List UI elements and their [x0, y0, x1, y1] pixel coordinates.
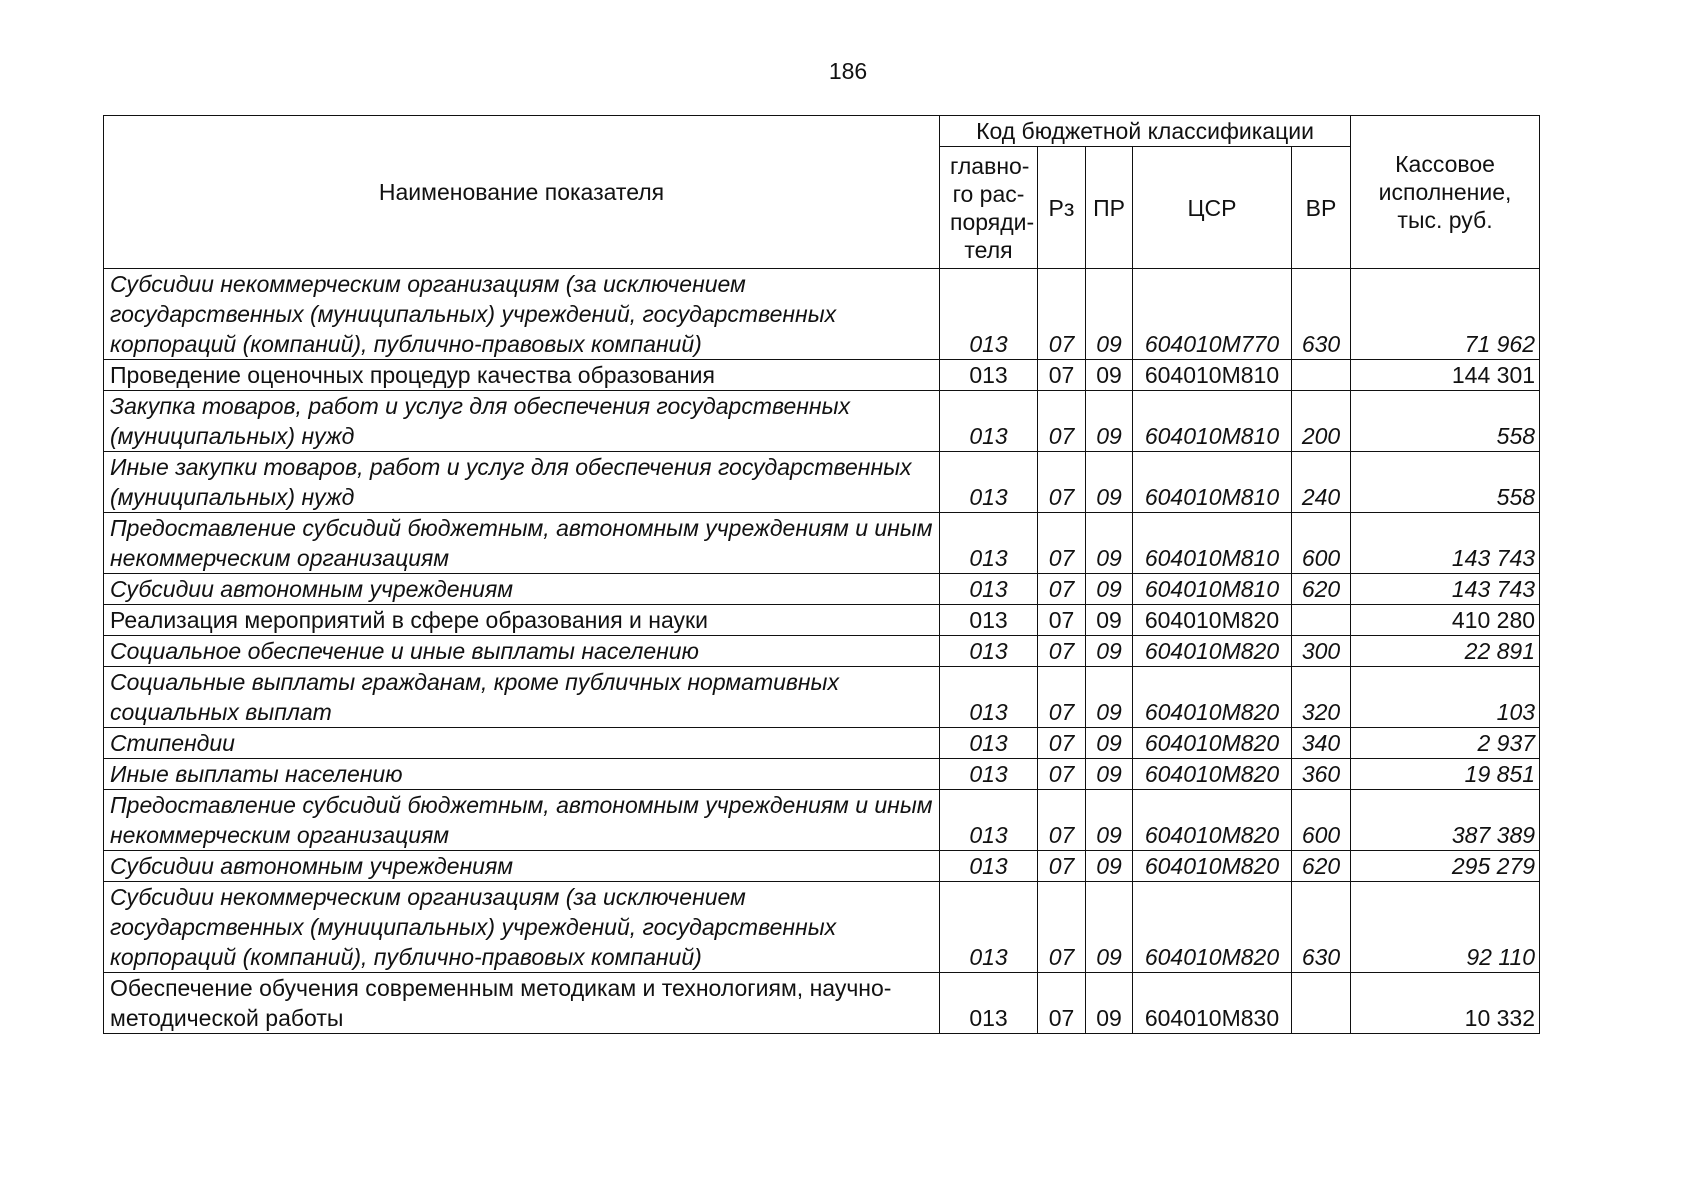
- row-manager-cell: 013: [940, 605, 1038, 636]
- row-name-cell: Субсидии автономным учреждениям: [104, 574, 940, 605]
- budget-table: [103, 115, 1540, 1034]
- row-vr-cell: 600: [1292, 790, 1351, 851]
- row-amount-cell: 143 743: [1351, 513, 1540, 574]
- row-manager-cell: 013: [940, 667, 1038, 728]
- row-rz-cell: 07: [1038, 574, 1086, 605]
- row-pr-cell: 09: [1086, 851, 1133, 882]
- table-row: [104, 759, 1540, 790]
- row-vr-cell: 620: [1292, 851, 1351, 882]
- row-vr-cell: [1292, 605, 1351, 636]
- table-row: [104, 851, 1540, 882]
- row-vr-cell: 600: [1292, 513, 1351, 574]
- table-row: [104, 973, 1540, 1034]
- row-amount-cell: 295 279: [1351, 851, 1540, 882]
- row-rz-cell: 07: [1038, 790, 1086, 851]
- row-amount-cell: 558: [1351, 452, 1540, 513]
- header-rz: Рз: [1038, 147, 1086, 269]
- row-pr-cell: 09: [1086, 790, 1133, 851]
- row-amount-cell: 22 891: [1351, 636, 1540, 667]
- table-row: [104, 391, 1540, 452]
- row-vr-cell: 360: [1292, 759, 1351, 790]
- table-row: [104, 882, 1540, 973]
- row-manager-cell: 013: [940, 391, 1038, 452]
- row-amount-cell: 387 389: [1351, 790, 1540, 851]
- row-amount-cell: 410 280: [1351, 605, 1540, 636]
- row-rz-cell: 07: [1038, 360, 1086, 391]
- row-name-cell: Реализация мероприятий в сфере образования и науки: [104, 605, 940, 636]
- row-name-cell: Иные выплаты населению: [104, 759, 940, 790]
- row-name-cell: Субсидии автономным учреждениям: [104, 851, 940, 882]
- row-name-cell: Закупка товаров, работ и услуг для обеспечения государственных (муниципальных) нужд: [104, 391, 940, 452]
- row-pr-cell: 09: [1086, 360, 1133, 391]
- header-pr: ПР: [1086, 147, 1133, 269]
- table-row: [104, 452, 1540, 513]
- row-csr-cell: 604010М820: [1133, 728, 1292, 759]
- row-csr-cell: 604010М810: [1133, 391, 1292, 452]
- row-rz-cell: 07: [1038, 605, 1086, 636]
- row-manager-cell: 013: [940, 513, 1038, 574]
- row-amount-cell: 10 332: [1351, 973, 1540, 1034]
- row-name-cell: Обеспечение обучения современным методикам и технологиям, научно-методической работы: [104, 973, 940, 1034]
- table-row: [104, 360, 1540, 391]
- row-manager-cell: 013: [940, 851, 1038, 882]
- row-csr-cell: 604010М830: [1133, 973, 1292, 1034]
- row-pr-cell: 09: [1086, 636, 1133, 667]
- row-csr-cell: 604010М820: [1133, 605, 1292, 636]
- header-amount: Кассовое исполнение, тыс. руб.: [1351, 116, 1540, 269]
- row-pr-cell: 09: [1086, 882, 1133, 973]
- row-csr-cell: 604010М820: [1133, 667, 1292, 728]
- row-name-cell: Социальное обеспечение и иные выплаты населению: [104, 636, 940, 667]
- table-body: [104, 269, 1540, 1034]
- row-rz-cell: 07: [1038, 728, 1086, 759]
- header-name: Наименование показателя: [104, 116, 940, 269]
- row-name-cell: Субсидии некоммерческим организациям (за исключением государственных (муниципальных) учреждений, государственных корпораций (компаний), публично-правовых компаний): [104, 269, 940, 360]
- row-vr-cell: [1292, 360, 1351, 391]
- row-pr-cell: 09: [1086, 391, 1133, 452]
- row-rz-cell: 07: [1038, 269, 1086, 360]
- row-amount-cell: 103: [1351, 667, 1540, 728]
- table-header: [104, 116, 1540, 269]
- row-csr-cell: 604010М820: [1133, 759, 1292, 790]
- row-csr-cell: 604010М810: [1133, 513, 1292, 574]
- table-row: [104, 728, 1540, 759]
- table-row: [104, 790, 1540, 851]
- row-name-cell: Предоставление субсидий бюджетным, автономным учреждениям и иным некоммерческим организациям: [104, 790, 940, 851]
- row-manager-cell: 013: [940, 790, 1038, 851]
- row-manager-cell: 013: [940, 882, 1038, 973]
- row-name-cell: Социальные выплаты гражданам, кроме публичных нормативных социальных выплат: [104, 667, 940, 728]
- page-number: 186: [828, 58, 868, 84]
- row-csr-cell: 604010М810: [1133, 360, 1292, 391]
- row-csr-cell: 604010М810: [1133, 574, 1292, 605]
- row-csr-cell: 604010М820: [1133, 851, 1292, 882]
- row-name-cell: Проведение оценочных процедур качества образования: [104, 360, 940, 391]
- row-pr-cell: 09: [1086, 667, 1133, 728]
- row-name-cell: Предоставление субсидий бюджетным, автономным учреждениям и иным некоммерческим организациям: [104, 513, 940, 574]
- row-rz-cell: 07: [1038, 882, 1086, 973]
- row-pr-cell: 09: [1086, 973, 1133, 1034]
- table-row: [104, 513, 1540, 574]
- row-name-cell: Стипендии: [104, 728, 940, 759]
- row-rz-cell: 07: [1038, 636, 1086, 667]
- row-amount-cell: 2 937: [1351, 728, 1540, 759]
- row-amount-cell: 144 301: [1351, 360, 1540, 391]
- table-row: [104, 636, 1540, 667]
- row-pr-cell: 09: [1086, 513, 1133, 574]
- row-vr-cell: 340: [1292, 728, 1351, 759]
- row-vr-cell: 630: [1292, 269, 1351, 360]
- row-manager-cell: 013: [940, 360, 1038, 391]
- row-pr-cell: 09: [1086, 728, 1133, 759]
- row-rz-cell: 07: [1038, 667, 1086, 728]
- row-pr-cell: 09: [1086, 605, 1133, 636]
- row-rz-cell: 07: [1038, 513, 1086, 574]
- row-manager-cell: 013: [940, 452, 1038, 513]
- table-row: [104, 667, 1540, 728]
- row-vr-cell: 300: [1292, 636, 1351, 667]
- row-rz-cell: 07: [1038, 452, 1086, 513]
- row-manager-cell: 013: [940, 574, 1038, 605]
- row-manager-cell: 013: [940, 728, 1038, 759]
- row-amount-cell: 19 851: [1351, 759, 1540, 790]
- row-amount-cell: 71 962: [1351, 269, 1540, 360]
- row-vr-cell: 320: [1292, 667, 1351, 728]
- row-csr-cell: 604010М810: [1133, 452, 1292, 513]
- row-manager-cell: 013: [940, 973, 1038, 1034]
- row-manager-cell: 013: [940, 636, 1038, 667]
- row-name-cell: Субсидии некоммерческим организациям (за исключением государственных (муниципальных) учреждений, государственных корпораций (компаний), публично-правовых компаний): [104, 882, 940, 973]
- row-csr-cell: 604010М820: [1133, 790, 1292, 851]
- row-vr-cell: 630: [1292, 882, 1351, 973]
- row-amount-cell: 558: [1351, 391, 1540, 452]
- row-csr-cell: 604010М820: [1133, 636, 1292, 667]
- table-row: [104, 269, 1540, 360]
- row-rz-cell: 07: [1038, 391, 1086, 452]
- row-manager-cell: 013: [940, 269, 1038, 360]
- row-pr-cell: 09: [1086, 759, 1133, 790]
- row-manager-cell: 013: [940, 759, 1038, 790]
- row-rz-cell: 07: [1038, 759, 1086, 790]
- row-amount-cell: 143 743: [1351, 574, 1540, 605]
- row-pr-cell: 09: [1086, 574, 1133, 605]
- row-csr-cell: 604010М820: [1133, 882, 1292, 973]
- table-row: [104, 574, 1540, 605]
- table-row: [104, 605, 1540, 636]
- header-vr: ВР: [1292, 147, 1351, 269]
- row-rz-cell: 07: [1038, 851, 1086, 882]
- header-code-group: Код бюджетной классификации: [940, 116, 1351, 147]
- row-amount-cell: 92 110: [1351, 882, 1540, 973]
- row-vr-cell: [1292, 973, 1351, 1034]
- row-vr-cell: 620: [1292, 574, 1351, 605]
- row-pr-cell: 09: [1086, 452, 1133, 513]
- row-vr-cell: 200: [1292, 391, 1351, 452]
- header-manager: главно-го рас-поряди-теля: [940, 147, 1038, 269]
- row-vr-cell: 240: [1292, 452, 1351, 513]
- row-name-cell: Иные закупки товаров, работ и услуг для обеспечения государственных (муниципальных) нужд: [104, 452, 940, 513]
- row-pr-cell: 09: [1086, 269, 1133, 360]
- header-csr: ЦСР: [1133, 147, 1292, 269]
- row-rz-cell: 07: [1038, 973, 1086, 1034]
- row-csr-cell: 604010М770: [1133, 269, 1292, 360]
